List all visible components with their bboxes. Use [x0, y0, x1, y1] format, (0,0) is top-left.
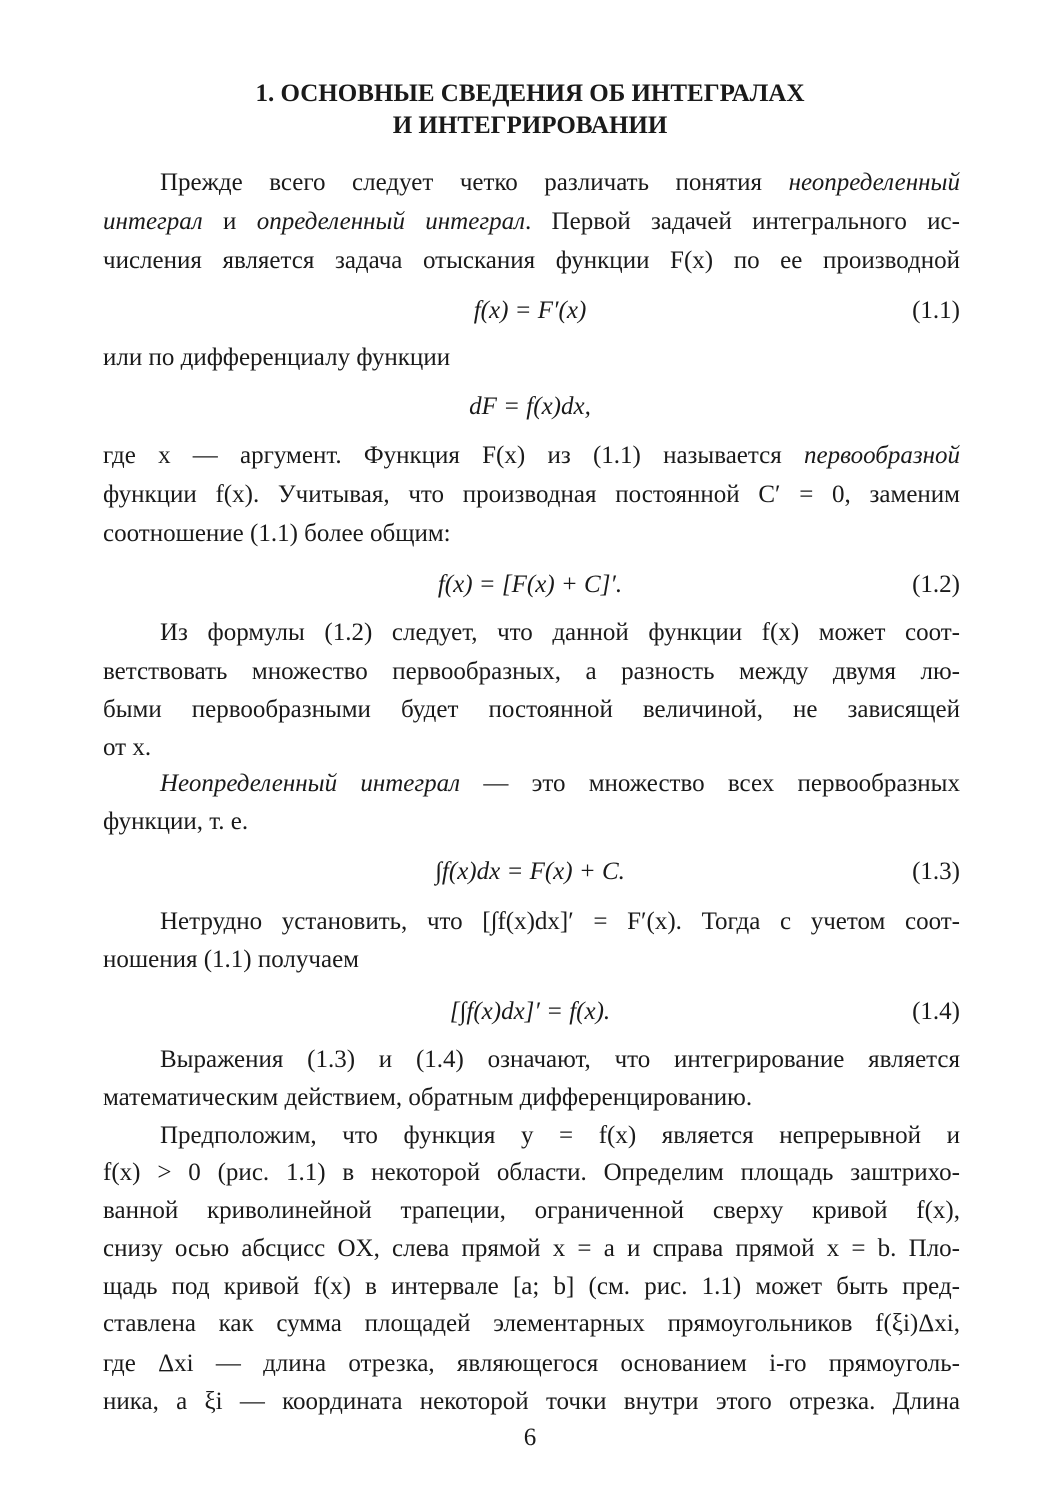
equation-number-1-2: (1.2): [912, 571, 960, 598]
p6-line-2: математическим действием, обратным дифференцированию.: [103, 1084, 753, 1111]
p4-line-1: Неопределенный интеграл — это множество всех первообразных: [160, 770, 960, 797]
p5-line-1: Нетрудно установить, что [∫f(x)dx]′ = F′(x). Тогда с учетом соот-: [160, 908, 960, 935]
equation-1-4: [∫f(x)dx]′ = f(x).: [449, 998, 611, 1025]
equation-dF: dF = f(x)dx,: [469, 393, 591, 420]
section-title-line-1: 1. ОСНОВНЫЕ СВЕДЕНИЯ ОБ ИНТЕГРАЛАХ: [255, 80, 805, 107]
p7-line-1: Предположим, что функция y = f(x) является непрерывной и: [160, 1122, 960, 1149]
p3-line-2: ветствовать множество первообразных, а разность между двумя лю-: [103, 658, 960, 685]
page-number: 6: [523, 1424, 537, 1451]
p1-line-2: интеграл и определенный интеграл. Первой задачей интегрального ис-: [103, 208, 960, 235]
text-line-differential: или по дифференциалу функции: [103, 344, 451, 371]
p6-line-1: Выражения (1.3) и (1.4) означают, что интегрирование является: [160, 1046, 960, 1073]
p7-line-6: ставлена как сумма площадей элементарных прямоугольников f(ξi)Δxi,: [103, 1310, 960, 1337]
p7-line-2: f(x) > 0 (рис. 1.1) в некоторой области. Определим площадь заштрихо-: [103, 1159, 960, 1186]
p3-line-4: от x.: [103, 734, 152, 761]
p2-line-1: где x — аргумент. Функция F(x) из (1.1) называется первообразной: [103, 442, 960, 469]
equation-number-1-4: (1.4): [912, 998, 960, 1025]
p7-line-3: ванной криволинейной трапеции, ограниченной сверху кривой f(x),: [103, 1197, 960, 1224]
p3-line-1: Из формулы (1.2) следует, что данной функции f(x) может соот-: [160, 619, 960, 646]
p1-line-1: Прежде всего следует четко различать понятия неопределенный: [160, 169, 960, 196]
equation-1-2: f(x) = [F(x) + C]′.: [437, 571, 623, 598]
equation-1-1: f(x) = F′(x): [473, 297, 587, 324]
section-title-line-2: И ИНТЕГРИРОВАНИИ: [392, 112, 668, 139]
p4-line-2: функции, т. е.: [103, 808, 249, 835]
p1-line-3: числения является задача отыскания функции F(x) по ее производной: [103, 247, 960, 274]
p7-line-7: где Δxi — длина отрезка, являющегося основанием i-го прямоуголь-: [103, 1350, 960, 1377]
equation-number-1-3: (1.3): [912, 858, 960, 885]
p7-line-5: щадь под кривой f(x) в интервале [a; b] (см. рис. 1.1) может быть пред-: [103, 1273, 960, 1300]
equation-number-1-1: (1.1): [912, 297, 960, 324]
p7-line-4: снизу осью абсцисс OX, слева прямой x = a и справа прямой x = b. Пло-: [103, 1235, 960, 1262]
equation-1-3: ∫f(x)dx = F(x) + C.: [435, 858, 625, 885]
p3-line-3: быми первообразными будет постоянной величиной, не зависящей: [103, 696, 960, 723]
p2-line-3: соотношение (1.1) более общим:: [103, 520, 451, 547]
p5-line-2: ношения (1.1) получаем: [103, 946, 359, 973]
p2-line-2: функции f(x). Учитывая, что производная постоянной C′ = 0, заменим: [103, 481, 960, 508]
p7-line-8: ника, а ξi — координата некоторой точки внутри этого отрезка. Длина: [103, 1388, 960, 1415]
